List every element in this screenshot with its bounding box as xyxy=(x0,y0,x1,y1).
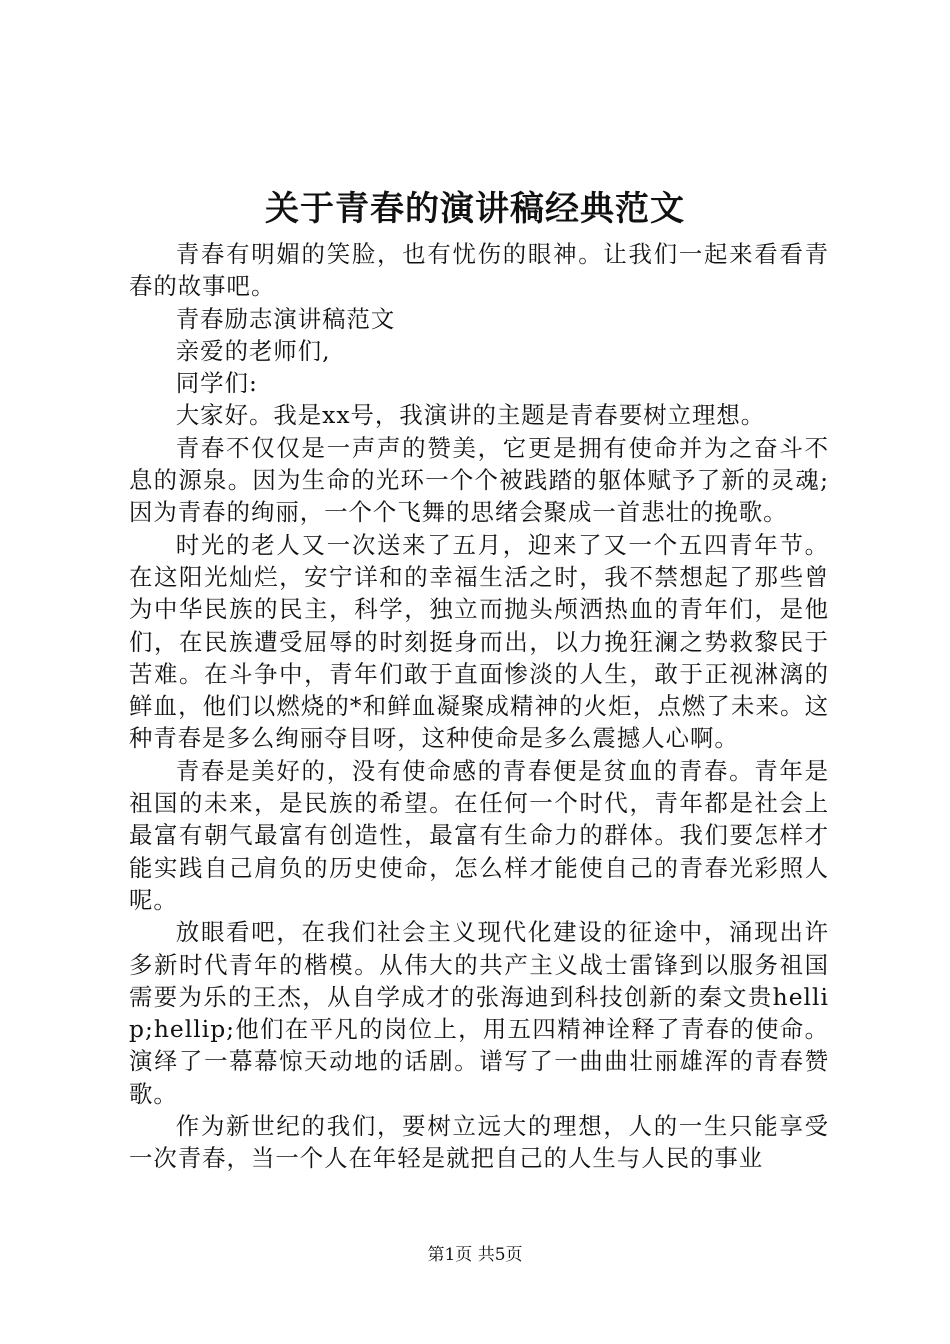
paragraph: 青春不仅仅是一声声的赞美，它更是拥有使命并为之奋斗不息的源泉。因为生命的光环一个个被践踏的躯体赋予了新的灵魂;因为青春的绚丽，一个个飞舞的思绪会聚成一首悲壮的挽歌。 xyxy=(129,433,829,527)
paragraph: 亲爱的老师们, xyxy=(175,336,331,365)
paragraph: 同学们: xyxy=(175,369,258,398)
paragraph: 青春有明媚的笑脸，也有忧伤的眼神。让我们一起来看看青春的故事吧。 xyxy=(129,240,829,301)
document-title: 关于青春的演讲稿经典范文 xyxy=(265,189,685,229)
paragraph: 放眼看吧，在我们社会主义现代化建设的征途中，涌现出许多新时代青年的楷模。从伟大的共产主义战士雷锋到以服务祖国需要为乐的王杰，从自学成才的张海迪到科技创新的秦文贵hellip;hellip;他们在平凡的岗位上，用五四精神诠释了青春的使命。演绎了一幕幕惊天动地的话剧。谱写了一曲曲壮丽雄浑的青春赞歌。 xyxy=(129,918,829,1108)
page-number-footer: 第1页 共5页 xyxy=(427,1245,523,1265)
paragraph: 作为新世纪的我们，要树立远大的理想，人的一生只能享受一次青春，当一个人在年轻是就把自己的人生与人民的事业 xyxy=(129,1112,829,1173)
paragraph: 大家好。我是xx号，我演讲的主题是青春要树立理想。 xyxy=(175,401,766,430)
paragraph: 时光的老人又一次送来了五月，迎来了又一个五四青年节。在这阳光灿烂，安宁详和的幸福生活之时，我不禁想起了那些曾为中华民族的民主，科学，独立而抛头颅洒热血的青年们，是他们，在民族遭受屈辱的时刻挺身而出，以力挽狂澜之势救黎民于苦难。在斗争中，青年们敢于直面惨淡的人生，敢于正视淋漓的鲜血，他们以燃烧的*和鲜血凝聚成精神的火炬，点燃了未来。这种青春是多么绚丽夺目呀，这种使命是多么震撼人心啊。 xyxy=(129,530,829,753)
paragraph: 青春励志演讲稿范文 xyxy=(175,304,396,333)
paragraph: 青春是美好的，没有使命感的青春便是贫血的青春。青年是祖国的未来，是民族的希望。在任何一个时代，青年都是社会上最富有朝气最富有创造性，最富有生命力的群体。我们要怎样才能实践自己肩负的历史使命，怎么样才能使自己的青春光彩照人呢。 xyxy=(129,756,829,914)
document-body xyxy=(129,238,829,1175)
